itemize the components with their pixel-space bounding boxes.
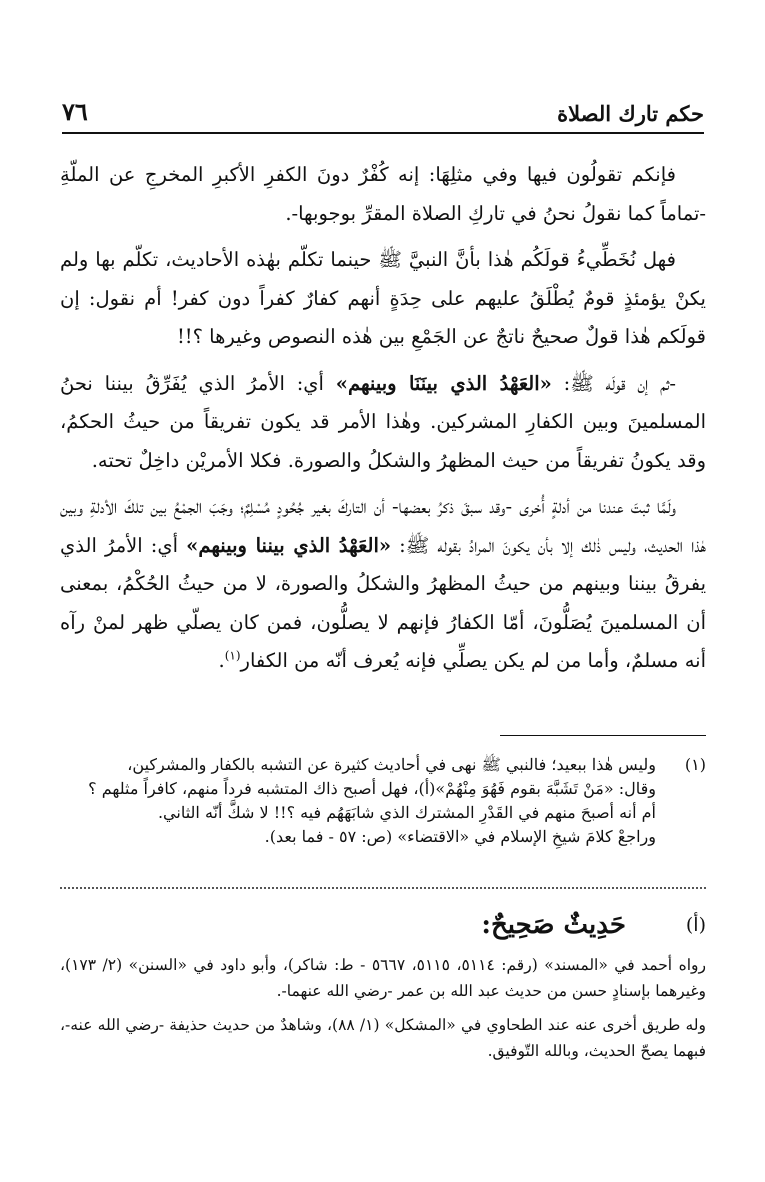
hadith-quote-2: «العَهْدُ الذي بيننا وبينهم» xyxy=(186,533,392,557)
page-header xyxy=(62,88,704,134)
hadith-heading xyxy=(60,905,706,945)
paragraph-4-intro: ولَمَّا ثبتَ عندنا من أدلةٍ أُخرى -وقد سبقَ ذكرُ بعضها- أن التاركَ بغير جُحُودٍ مُسْلِمٌ؛ وجَبَ الجمْعُ بين تلكَ الأدلةِ وبين هٰذا الحديث، وليس ذٰلك إلا بأن يكونَ المرادُ بقوله ﷺ: xyxy=(60,495,706,557)
footnote-line: وليس هٰذا ببعيد؛ فالنبي ﷺ نهى في أحاديث كثيرة عن التشبه بالكفار والمشركين، xyxy=(127,755,656,774)
footnote-separator xyxy=(500,735,706,736)
hadith-notes xyxy=(60,952,706,1072)
hadith-paragraph-1: رواه أحمد في «المسند» (رقم: ٥١١٤، ٥١١٥، ٥٦٦٧ - ط: شاكر)، وأبو داود في «السنن» (٢/ ١٧٣)، وغيرهما بإسنادٍ حسن من حديث عبد الله بن عمر -رضي الله عنهما-. xyxy=(60,956,706,1000)
page-number: ٧٦ xyxy=(62,97,88,126)
paragraph-2: فهل نُخَطِّيءُ قولَكُم هٰذا بأنَّ النبيَّ ﷺ حينما تكلّم بهٰذه الأحاديث، تكلّم بها ولم يكنْ يؤمئذٍ قومٌ يُطْلَقُ عليهم على حِدَةٍ أنهم كفارٌ كفراً دون كفر! أم نقول: إن قولَكم هٰذا قولٌ صحيحٌ ناتجٌ عن الجَمْعِ بين هٰذه النصوص وغيرها ؟!! xyxy=(60,248,706,348)
paragraph-4 xyxy=(60,488,706,681)
hadith-title: حَدِيثٌ صَحِيحٌ: xyxy=(481,910,626,940)
paragraph-1: فإنكم تقولُون فيها وفي مثلِهَا: إنه كُفْرٌ دونَ الكفرِ الأكبرِ المخرجِ عن الملّةِ -تماماً كما نقولُ نحنُ في تاركِ الصلاة المقرِّ بوجوبها-. xyxy=(60,163,706,225)
footnote xyxy=(60,753,706,849)
hadith-quote: «العَهْدُ الذي بينَنَا وبينهم» xyxy=(335,371,552,395)
hadith-note-number: (أ) xyxy=(685,914,706,936)
footnote-line: وراجعْ كلامَ شيخِ الإسلام في «الاقتضاء» (ص: ٥٧ - فما بعد). xyxy=(264,827,656,846)
footnote-reference: (١) xyxy=(224,648,241,663)
footnote-line: أم أنه أصبحَ منهم في القَدْرِ المشترك الذي شابَهَهُم فيه ؟!! لا شكَّ أنّه الثاني. xyxy=(157,803,656,822)
running-title: حكم تارك الصلاة xyxy=(557,101,704,126)
paragraph-4-end: . xyxy=(218,649,225,672)
footnote-number: (١) xyxy=(684,755,706,774)
hadith-paragraph-2: وله طريق أخرى عنه عند الطحاوي في «المشكل» (١/ ٨٨)، وشاهدٌ من حديث حذيفة -رضي الله عنه-، فبهما يصحّ الحديث، وبالله التّوفيق. xyxy=(60,1016,706,1060)
dotted-divider xyxy=(60,887,706,889)
paragraph-4-rest: أي: الأمرُ الذي يفرقُ بيننا وبينهم من حيثُ المظهرُ والشكلُ والصورة، لا من حيثُ الحُكْمُ، بمعنى أن المسلمينَ يُصَلُّونَ، أمّا الكفارُ فإنهم لا يصلُّون، فمن كان يصلّي ظهر لمنْ رآه أنه مسلمٌ، وأما من لم يكن يصلِّي فإنه يُعرف أنّه من الكفار xyxy=(60,533,706,672)
footnote-body xyxy=(60,753,656,849)
main-text xyxy=(60,156,706,689)
footnote-line: وقال: «مَنْ تَشَبَّهَ بقوم فَهُوَ مِنْهُمْ»(أ)، فهل أصبح ذاك المتشبه فرداً منهم، كافراً مثلهم ؟ xyxy=(88,779,656,798)
paragraph-3-rest: أي: الأمرُ الذي يُفَرِّقُ بيننا نحنُ المسلمينَ وبين الكفارِ المشركين. وهٰذا الأمر قد يكون تفريقاً من حيثُ الحكمُ، وقد يكونُ تفريقاً من حيث المظهرُ والشكلُ والصورة. فكلا الأمريْن داخِلٌ تحته. xyxy=(60,371,706,472)
paragraph-3-intro: -ثم إن قولَه ﷺ: xyxy=(551,371,676,395)
paragraph-3 xyxy=(60,365,706,481)
